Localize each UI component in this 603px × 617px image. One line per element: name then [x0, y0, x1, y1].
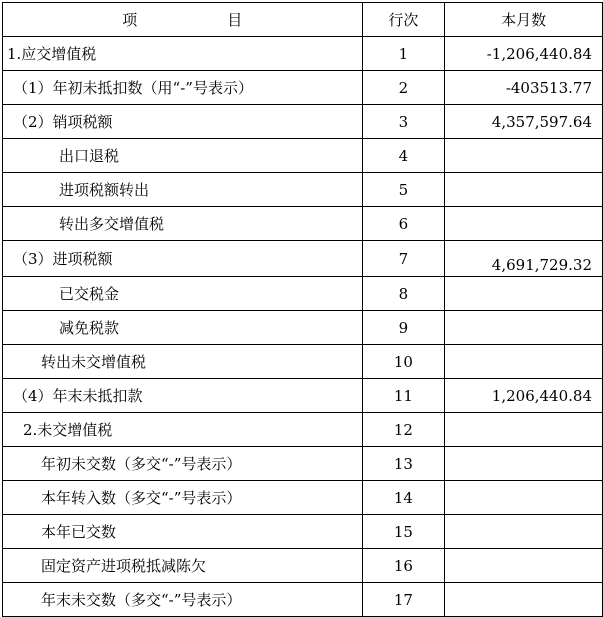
amount-cell	[445, 311, 603, 345]
table-header	[3, 3, 603, 37]
table-row	[3, 345, 603, 379]
seq-cell: 10	[362, 345, 445, 379]
item-cell: （4）年末未抵扣款	[3, 379, 363, 413]
amount-cell	[445, 413, 603, 447]
amount-cell: 1,206,440.84	[445, 379, 603, 413]
header-seq: 行次	[362, 3, 445, 37]
amount-cell	[445, 583, 603, 617]
amount-cell	[445, 345, 603, 379]
item-cell: 已交税金	[3, 277, 363, 311]
table-row	[3, 379, 603, 413]
amount-cell	[445, 277, 603, 311]
amount-cell	[445, 207, 603, 241]
amount-cell	[445, 173, 603, 207]
seq-cell: 6	[362, 207, 445, 241]
table-row	[3, 549, 603, 583]
seq-cell: 7	[362, 241, 445, 277]
amount-cell	[445, 139, 603, 173]
table-body	[3, 37, 603, 617]
table-row	[3, 173, 603, 207]
item-cell: 转出未交增值税	[3, 345, 363, 379]
header-row	[3, 3, 603, 37]
item-cell: 固定资产进项税抵减陈欠	[3, 549, 363, 583]
seq-cell: 3	[362, 105, 445, 139]
item-cell: 转出多交增值税	[3, 207, 363, 241]
header-item	[3, 3, 363, 37]
seq-cell: 5	[362, 173, 445, 207]
table-row	[3, 311, 603, 345]
item-cell: 年末未交数（多交“-”号表示）	[3, 583, 363, 617]
table-row	[3, 413, 603, 447]
table-row	[3, 447, 603, 481]
seq-cell: 9	[362, 311, 445, 345]
table-row	[3, 139, 603, 173]
seq-cell: 16	[362, 549, 445, 583]
amount-cell	[445, 481, 603, 515]
table-row	[3, 37, 603, 71]
item-cell: 本年已交数	[3, 515, 363, 549]
seq-cell: 13	[362, 447, 445, 481]
amount-cell: -1,206,440.84	[445, 37, 603, 71]
item-cell: 年初未交数（多交“-”号表示）	[3, 447, 363, 481]
seq-cell: 15	[362, 515, 445, 549]
item-cell: 1.应交增值税	[3, 37, 363, 71]
seq-cell: 8	[362, 277, 445, 311]
item-cell: 减免税款	[3, 311, 363, 345]
table-row	[3, 583, 603, 617]
seq-cell: 11	[362, 379, 445, 413]
item-cell: （2）销项税额	[3, 105, 363, 139]
amount-cell: 4,357,597.64	[445, 105, 603, 139]
amount-cell: -403513.77	[445, 71, 603, 105]
item-cell: （3）进项税额	[3, 241, 363, 277]
vat-table	[2, 2, 603, 617]
item-cell: 本年转入数（多交“-”号表示）	[3, 481, 363, 515]
seq-cell: 14	[362, 481, 445, 515]
seq-cell: 2	[362, 71, 445, 105]
table-row	[3, 71, 603, 105]
item-cell: （1）年初未抵扣数（用“-”号表示）	[3, 71, 363, 105]
seq-cell: 4	[362, 139, 445, 173]
table-row	[3, 277, 603, 311]
header-item-label: 项 目	[122, 11, 243, 29]
table-row	[3, 481, 603, 515]
seq-cell: 12	[362, 413, 445, 447]
table-row	[3, 207, 603, 241]
table-row	[3, 515, 603, 549]
amount-cell	[445, 515, 603, 549]
table-row	[3, 241, 603, 277]
amount-cell	[445, 447, 603, 481]
table-row	[3, 105, 603, 139]
header-amount: 本月数	[445, 3, 603, 37]
item-cell: 出口退税	[3, 139, 363, 173]
item-cell: 2.未交增值税	[3, 413, 363, 447]
item-cell: 进项税额转出	[3, 173, 363, 207]
amount-cell: 4,691,729.32	[445, 241, 603, 277]
seq-cell: 1	[362, 37, 445, 71]
amount-cell	[445, 549, 603, 583]
seq-cell: 17	[362, 583, 445, 617]
